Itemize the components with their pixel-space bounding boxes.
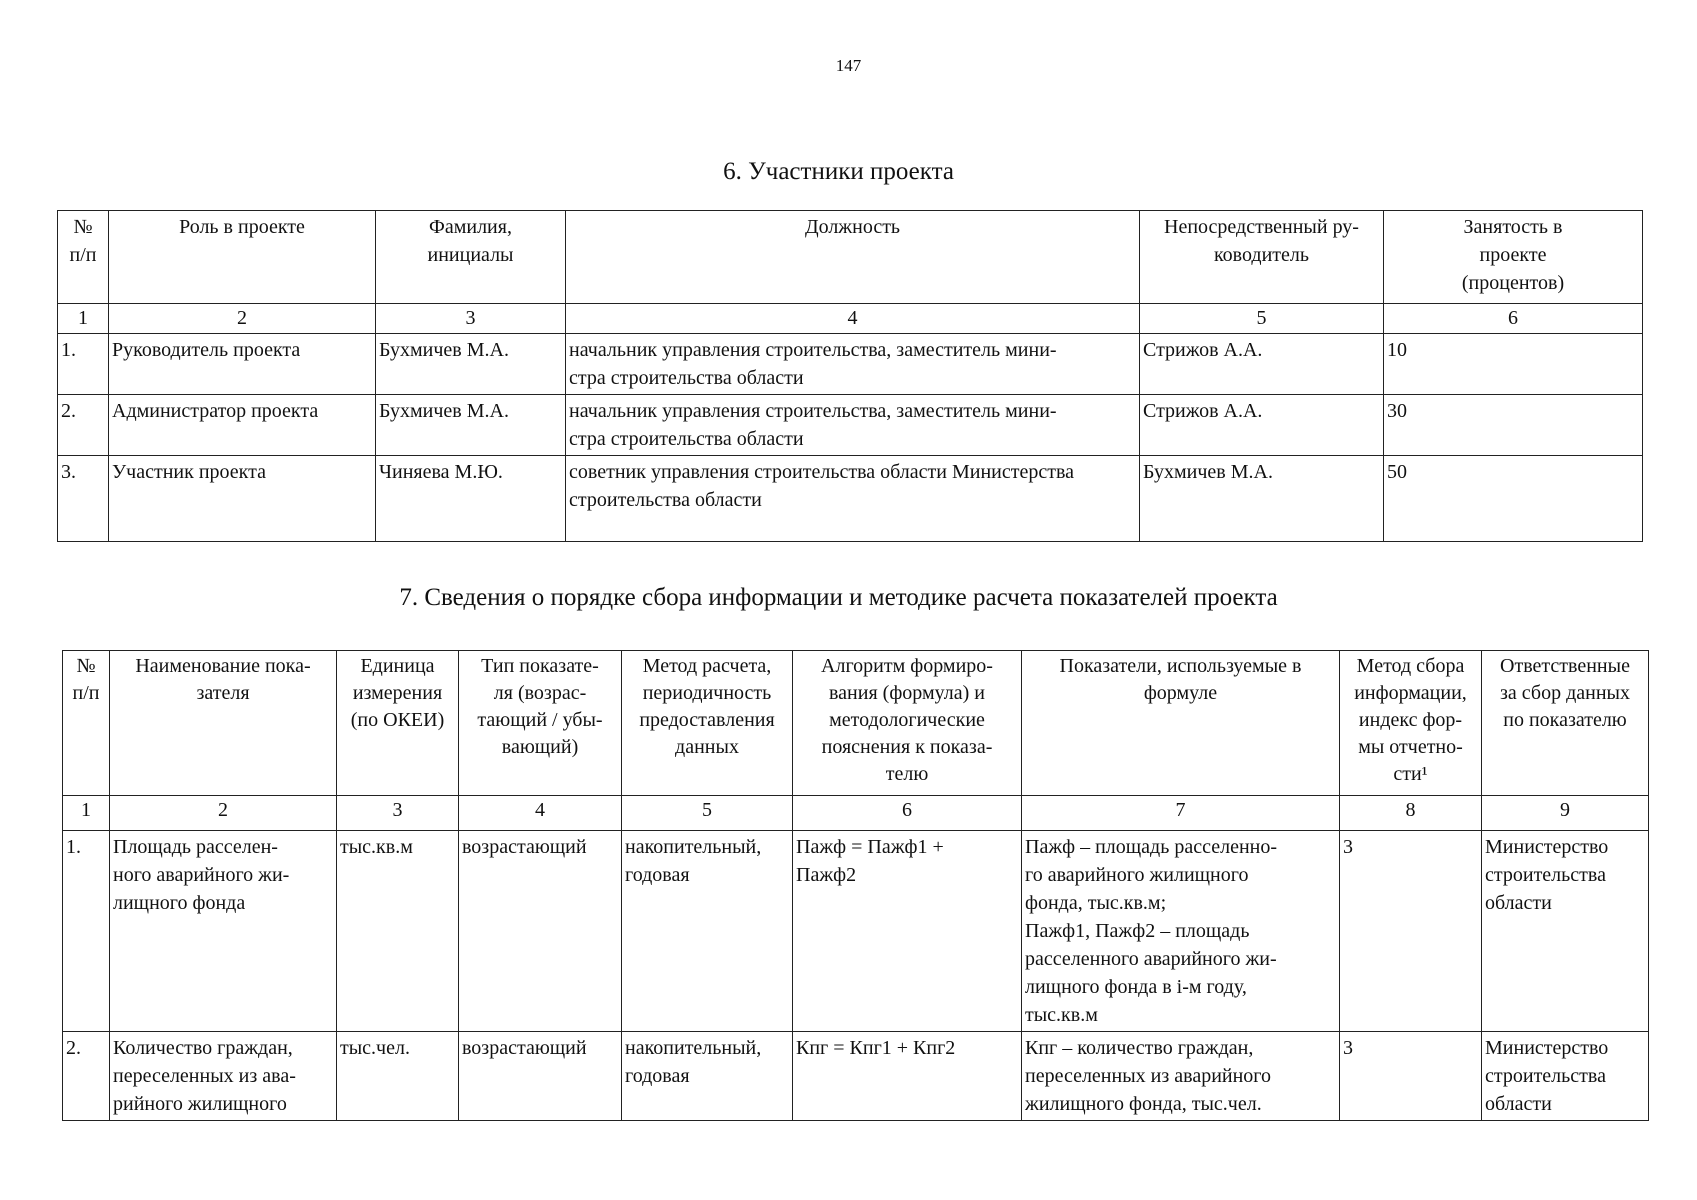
table-cell: возрастающий (459, 1032, 622, 1121)
table-cell: Стрижов А.А. (1140, 334, 1384, 395)
table-cell: 30 (1384, 395, 1643, 456)
table-cell: Бухмичев М.А. (376, 395, 566, 456)
table-cell: Кпг = Кпг1 + Кпг2 (793, 1032, 1022, 1121)
table-cell: начальник управления строительства, заместитель мини- стра строительства области (566, 334, 1140, 395)
column-number: 3 (376, 304, 566, 334)
table-cell: советник управления строительства области Министерства строительства области (566, 456, 1140, 542)
column-number: 5 (622, 796, 793, 831)
table-cell: 50 (1384, 456, 1643, 542)
table-cell: 2. (58, 395, 109, 456)
header-cell: Занятость в проекте (процентов) (1384, 211, 1643, 304)
header-cell: № п/п (58, 211, 109, 304)
column-number: 1 (63, 796, 110, 831)
table-cell: накопительный, годовая (622, 1032, 793, 1121)
header-cell: Должность (566, 211, 1140, 304)
header-cell: Наименование пока- зателя (110, 651, 337, 796)
column-number: 6 (793, 796, 1022, 831)
column-number: 8 (1340, 796, 1482, 831)
indicator-row (63, 831, 1649, 1032)
table-cell: Руководитель проекта (109, 334, 376, 395)
header-cell: Метод сбора информации, индекс фор- мы отчетно- сти¹ (1340, 651, 1482, 796)
table-cell: Администратор проекта (109, 395, 376, 456)
section-6-title: 6. Участники проекта (723, 158, 954, 185)
table-cell: Площадь расселен- ного аварийного жи- лищного фонда (110, 831, 337, 1032)
table-cell: тыс.кв.м (337, 831, 459, 1032)
column-number: 6 (1384, 304, 1643, 334)
participants-header-row (58, 211, 1643, 304)
table-cell: 3. (58, 456, 109, 542)
table-cell: Участник проекта (109, 456, 376, 542)
table-cell: 3 (1340, 1032, 1482, 1121)
header-cell: Тип показате- ля (возрас- тающий / убы- вающий) (459, 651, 622, 796)
table-cell: Чиняева М.Ю. (376, 456, 566, 542)
table-cell: возрастающий (459, 831, 622, 1032)
table-cell: накопительный, годовая (622, 831, 793, 1032)
header-cell: Непосредственный ру- ководитель (1140, 211, 1384, 304)
indicator-row (63, 1032, 1649, 1121)
table-cell: тыс.чел. (337, 1032, 459, 1121)
header-cell: Ответственные за сбор данных по показателю (1482, 651, 1649, 796)
table-cell: 2. (63, 1032, 110, 1121)
header-cell: Единица измерения (по ОКЕИ) (337, 651, 459, 796)
column-number: 7 (1022, 796, 1340, 831)
header-cell: Роль в проекте (109, 211, 376, 304)
page-number: 147 (835, 56, 862, 75)
header-cell: Метод расчета, периодичность предоставления данных (622, 651, 793, 796)
table-cell: 1. (63, 831, 110, 1032)
column-number: 2 (110, 796, 337, 831)
table-cell: Пажф – площадь расселенно- го аварийного жилищного фонда, тыс.кв.м; Пажф1, Пажф2 – площадь расселенного аварийного жи- лищного фонда в i-м году, тыс.кв.м (1022, 831, 1340, 1032)
table-cell: Министерство строительства области (1482, 1032, 1649, 1121)
table-cell: Бухмичев М.А. (376, 334, 566, 395)
table-cell: Бухмичев М.А. (1140, 456, 1384, 542)
indicators-table (62, 650, 1649, 1121)
table-cell: 10 (1384, 334, 1643, 395)
indicators-header-row (63, 651, 1649, 796)
header-cell: Алгоритм формиро- вания (формула) и методологические пояснения к показа- телю (793, 651, 1022, 796)
table-cell: Пажф = Пажф1 + Пажф2 (793, 831, 1022, 1032)
column-number: 5 (1140, 304, 1384, 334)
column-number-row (58, 304, 1643, 334)
participant-row (58, 456, 1643, 542)
header-cell: Показатели, используемые в формуле (1022, 651, 1340, 796)
header-cell: № п/п (63, 651, 110, 796)
column-number-row (63, 796, 1649, 831)
column-number: 4 (566, 304, 1140, 334)
table-cell: 1. (58, 334, 109, 395)
table-cell: начальник управления строительства, заместитель мини- стра строительства области (566, 395, 1140, 456)
table-cell: Кпг – количество граждан, переселенных из аварийного жилищного фонда, тыс.чел. (1022, 1032, 1340, 1121)
column-number: 1 (58, 304, 109, 334)
column-number: 3 (337, 796, 459, 831)
column-number: 4 (459, 796, 622, 831)
table-cell: Стрижов А.А. (1140, 395, 1384, 456)
table-cell: 3 (1340, 831, 1482, 1032)
header-cell: Фамилия, инициалы (376, 211, 566, 304)
participant-row (58, 334, 1643, 395)
column-number: 2 (109, 304, 376, 334)
table-cell: Министерство строительства области (1482, 831, 1649, 1032)
participant-row (58, 395, 1643, 456)
column-number: 9 (1482, 796, 1649, 831)
participants-table (57, 210, 1643, 542)
table-cell: Количество граждан, переселенных из ава- рийного жилищного (110, 1032, 337, 1121)
section-7-title: 7. Сведения о порядке сбора информации и методике расчета показателей проекта (399, 584, 1278, 611)
